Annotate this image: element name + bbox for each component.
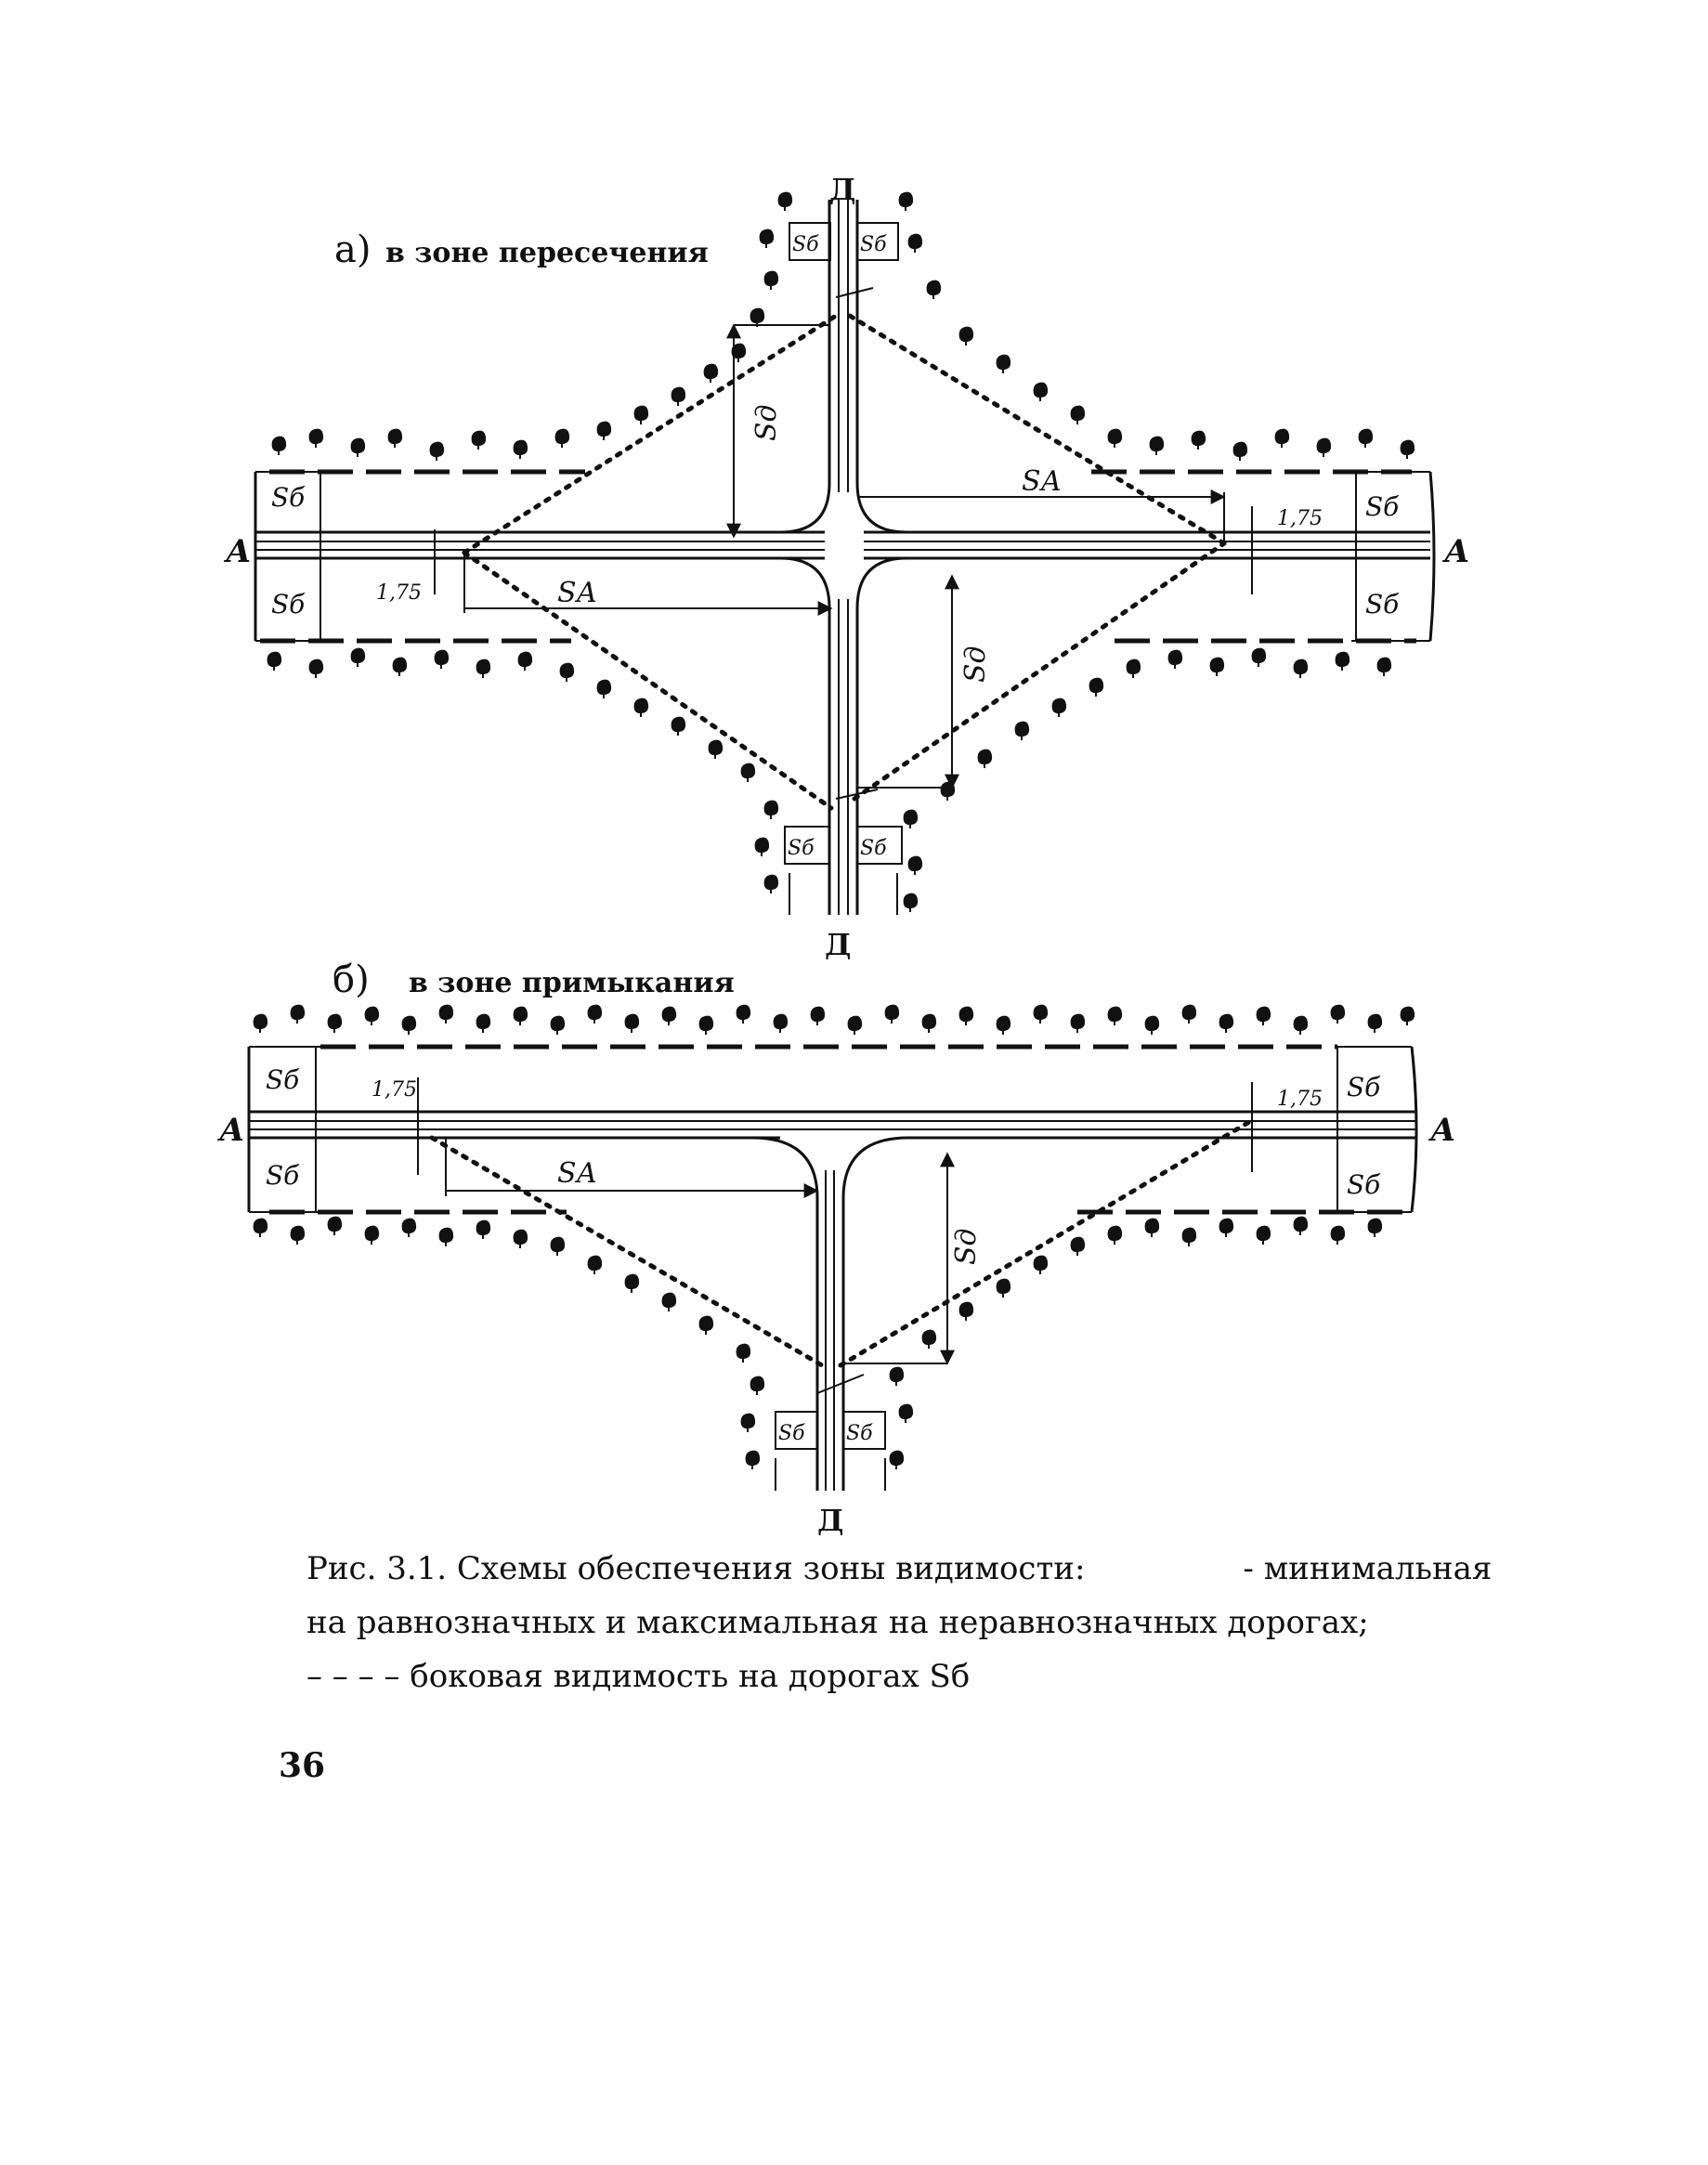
- offset-b-left-label: 1,75: [372, 1078, 417, 1102]
- sb-left-top: Sб: [271, 482, 306, 513]
- dimensions: [435, 288, 1252, 799]
- sb-box-br: Sб: [860, 837, 887, 860]
- sd-bottom-label: Sд: [959, 646, 992, 683]
- road-d-top-label: Д: [829, 172, 856, 207]
- caption-line-1: [306, 1542, 1493, 1596]
- vegetation-a: [267, 192, 1415, 912]
- panel-a-intersection: [223, 172, 1470, 962]
- offset-b-right-label: 1,75: [1277, 1088, 1323, 1111]
- caption-line-3: [306, 1650, 1421, 1703]
- caption-line-2: на равнозначных и максимальная на неравнозначных дорогах;: [306, 1604, 1369, 1641]
- major-road-a: [255, 472, 1434, 641]
- caption-side-visibility: боковая видимость на дорогах Sб: [410, 1658, 971, 1695]
- sb-b-left-bottom: Sб: [266, 1160, 300, 1191]
- offset-left-label: 1,75: [376, 581, 422, 605]
- sb-b-left-top: Sб: [266, 1064, 300, 1095]
- offset-right-label: 1,75: [1277, 507, 1323, 530]
- sa-left-label: SА: [557, 577, 598, 609]
- sd-b-label: Sд: [950, 1228, 983, 1265]
- sb-box-bl: Sб: [788, 837, 815, 860]
- sd-top-label: Sд: [750, 404, 783, 441]
- sb-box-tl: Sб: [792, 233, 819, 256]
- panel-b-junction: [216, 959, 1456, 1538]
- panel-b-letter: б): [332, 959, 370, 1001]
- sb-left-bottom: Sб: [271, 589, 306, 620]
- caption-dash-legend: – – – –: [306, 1658, 400, 1695]
- sb-b-right-bottom: Sб: [1347, 1169, 1381, 1200]
- panel-a-letter: а): [334, 228, 372, 271]
- road-a-right-label: А: [1444, 533, 1470, 570]
- caption-title: Рис. 3.1. Схемы обеспечения зоны видимости:: [306, 1550, 1086, 1587]
- road-a-b-left-label: А: [219, 1112, 245, 1149]
- road-d-bottom-label: Д: [825, 927, 852, 962]
- caption-dotted-legend: - минимальная: [1243, 1550, 1493, 1587]
- sb-b-box-left: Sб: [778, 1422, 805, 1445]
- panel-a-title: в зоне пересечения: [385, 237, 709, 269]
- figure-caption: [306, 1542, 1493, 1703]
- sb-right-top: Sб: [1365, 491, 1400, 522]
- road-a-b-right-label: А: [1430, 1112, 1456, 1149]
- sight-triangle: [464, 316, 1224, 808]
- sb-box-tr: Sб: [860, 233, 887, 256]
- sb-b-box-right: Sб: [846, 1422, 873, 1445]
- road-a-left-label: А: [226, 533, 252, 570]
- major-road-a-b: [249, 1047, 1416, 1491]
- sa-right-label: SА: [1022, 465, 1063, 498]
- road-d-b-label: Д: [817, 1503, 844, 1538]
- sb-right-bottom: Sб: [1365, 589, 1400, 620]
- page-number: 36: [279, 1746, 326, 1785]
- panel-b-title: в зоне примыкания: [409, 967, 735, 999]
- sa-b-label: SА: [557, 1157, 598, 1190]
- sb-b-right-top: Sб: [1347, 1072, 1381, 1102]
